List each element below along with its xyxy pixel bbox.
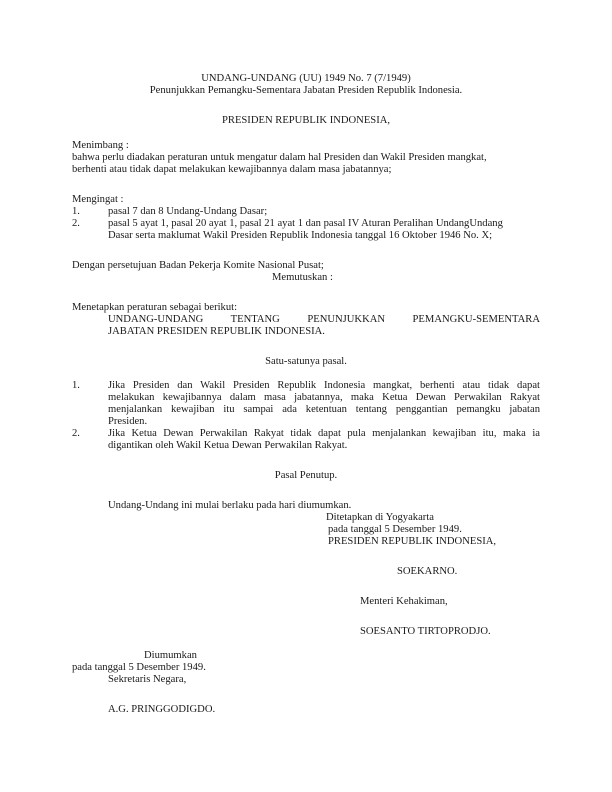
issuing-authority: PRESIDEN REPUBLIK INDONESIA, xyxy=(221,115,391,126)
pasal-item-text: Jika Presiden dan Wakil Presiden Republik Indonesia mangkat, berhenti atau tidak dapat xyxy=(108,380,540,391)
signatory-name: SOEKARNO. xyxy=(397,566,458,577)
diumumkan-name: A.G. PRINGGODIGDO. xyxy=(108,704,216,715)
ditetapkan-office: PRESIDEN REPUBLIK INDONESIA, xyxy=(328,536,497,547)
ditetapkan-place: Ditetapkan di Yogyakarta xyxy=(326,512,434,523)
diumumkan-office: Sekretaris Negara, xyxy=(108,674,187,685)
ditetapkan-date: pada tanggal 5 Desember 1949. xyxy=(328,524,462,535)
pasal-item-text: Jika Ketua Dewan Perwakilan Rakyat tidak dapat pula menjalankan kewajiban itu, maka ia xyxy=(108,428,540,439)
menteri-office: Menteri Kehakiman, xyxy=(360,596,448,607)
diumumkan-date: pada tanggal 5 Desember 1949. xyxy=(72,662,206,673)
penutup-text: Undang-Undang ini mulai berlaku pada hari diumumkan. xyxy=(108,500,352,511)
menetapkan-label: Menetapkan peraturan sebagai berikut: xyxy=(72,302,238,313)
pasal-item-text: melakukan kewajibannya dalam masa jabatannya, maka Ketua Dewan Perwakilan Rakyat xyxy=(108,392,540,403)
diumumkan-label: Diumumkan xyxy=(144,650,197,661)
mengingat-item-text: pasal 7 dan 8 Undang-Undang Dasar; xyxy=(108,206,268,217)
menteri-name: SOESANTO TIRTOPRODJO. xyxy=(360,626,491,637)
menimbang-line: bahwa perlu diadakan peraturan untuk mengatur dalam hal Presiden dan Wakil Presiden mangkat, xyxy=(72,152,487,163)
mengingat-item-text: Dasar serta maklumat Wakil Presiden Republik Indonesia tanggal 16 Oktober 1946 No. X; xyxy=(108,230,493,241)
pasal-heading: Satu-satunya pasal. xyxy=(265,356,347,367)
penutup-heading: Pasal Penutup. xyxy=(274,470,338,481)
persetujuan-text: Dengan persetujuan Badan Pekerja Komite Nasional Pusat; xyxy=(72,260,324,271)
mengingat-item-number: 1. xyxy=(72,206,80,217)
document-title: UNDANG-UNDANG (UU) 1949 No. 7 (7/1949) xyxy=(201,73,411,84)
menimbang-line: berhenti atau tidak dapat melakukan kewajibannya dalam masa jabatannya; xyxy=(72,164,392,175)
mengingat-item-text: pasal 5 ayat 1, pasal 20 ayat 1, pasal 21 ayat 1 dan pasal IV Aturan Peralihan UndangUndang xyxy=(108,218,503,229)
pasal-item-number: 1. xyxy=(72,380,80,391)
pasal-item-text: menjalankan kewajiban itu sampai ada ketentuan tentang penggantian pemangku jabatan xyxy=(108,404,540,415)
document-subtitle: Penunjukkan Pemangku-Sementara Jabatan Presiden Republik Indonesia. xyxy=(149,85,463,96)
law-title-line: UNDANG-UNDANG TENTANG PENUNJUKKAN PEMANGKU-SEMENTARA xyxy=(108,314,540,325)
pasal-item-number: 2. xyxy=(72,428,80,439)
mengingat-label: Mengingat : xyxy=(72,194,124,205)
pasal-item-text: digantikan oleh Wakil Ketua Dewan Perwakilan Rakyat. xyxy=(108,440,348,451)
mengingat-item-number: 2. xyxy=(72,218,80,229)
law-title-line: JABATAN PRESIDEN REPUBLIK INDONESIA. xyxy=(108,326,325,337)
menimbang-label: Menimbang : xyxy=(72,140,129,151)
pasal-item-text: Presiden. xyxy=(108,416,148,427)
memutuskan-label: Memutuskan : xyxy=(272,272,333,283)
